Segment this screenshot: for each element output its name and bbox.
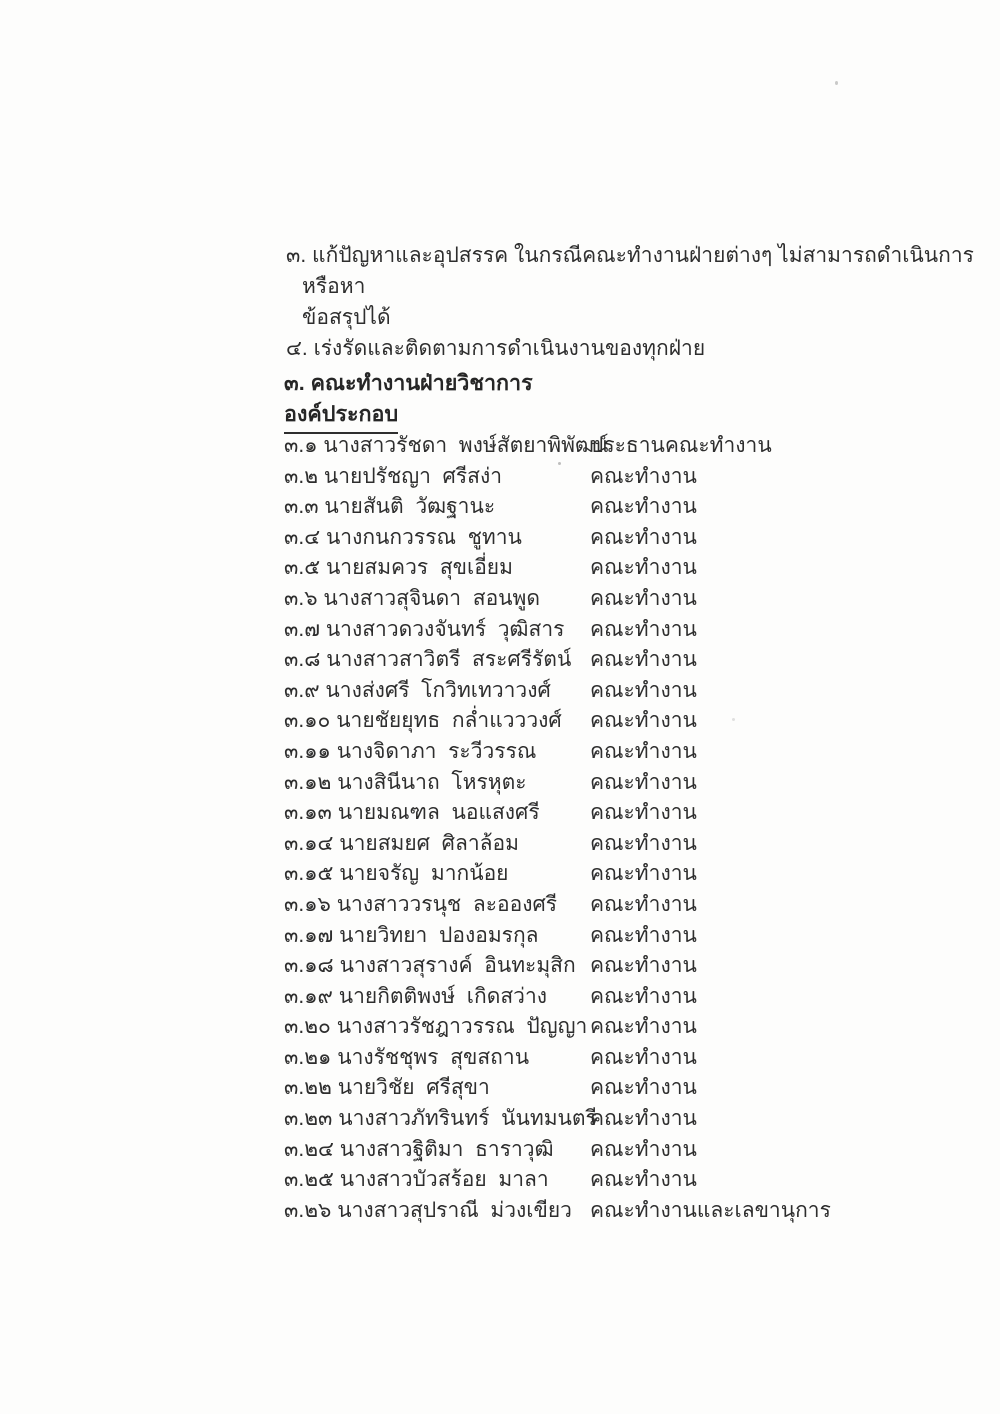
member-role: คณะทำงาน [590,923,697,947]
member-number-and-name [284,801,540,824]
member-row [284,1073,974,1104]
member-number-and-name [284,1168,549,1191]
member-name: นางกนกวรรณ ชูทาน [325,525,522,549]
member-number: ๓.๖ [284,586,318,610]
member-number-and-name [284,526,522,549]
member-role: คณะทำงาน [590,1168,697,1192]
member-role: คณะทำงาน [590,892,697,916]
member-number: ๓.๒๐ [284,1015,331,1039]
member-number: ๓.๑๐ [284,709,331,733]
member-number-and-name [284,495,495,518]
member-role: คณะทำงาน [590,495,697,519]
member-row [284,615,974,646]
member-number-and-name [284,679,551,702]
member-number: ๓.๙ [284,678,320,702]
member-name: นายสันติ วัฒฐานะ [324,495,496,519]
member-name: นายจรัญ มากน้อย [339,862,509,886]
members-list [284,431,974,1226]
member-number-and-name [284,618,564,641]
member-number-and-name [284,1107,597,1130]
intro-item-3-number: ๓. [286,244,307,267]
member-number-and-name [284,587,540,610]
member-role: คณะทำงาน [590,556,697,580]
member-row [284,584,974,615]
member-role: คณะทำงาน [590,984,697,1008]
member-number-and-name [284,465,502,488]
member-number-and-name [284,709,562,732]
member-row [284,921,974,952]
member-number: ๓.๒๓ [284,1107,333,1131]
member-row [284,492,974,523]
member-number: ๓.๒๕ [284,1168,334,1192]
member-number: ๓.๑ [284,434,318,457]
member-number: ๓.๒๒ [284,1076,332,1100]
member-row [284,1104,974,1135]
member-name: นางสาวดวงจันทร์ วุฒิสาร [325,617,565,641]
member-number-and-name [284,924,539,947]
member-number: ๓.๑๔ [284,831,334,855]
member-row [284,523,974,554]
section-heading: ๓. คณะทำงานฝ่ายวิชาการ [284,371,533,395]
member-row [284,1043,974,1074]
member-name: นายวิทยา ปองอมรกุล [339,923,539,947]
member-name: นางสาวภัทรินทร์ นันทมนตรี [338,1107,597,1131]
member-role: คณะทำงาน [590,1015,697,1039]
member-role: คณะทำงาน [590,586,697,610]
member-row [284,890,974,921]
member-number-and-name [284,1138,554,1161]
scan-speck [558,462,561,465]
member-role: คณะทำงาน [590,464,697,488]
member-number: ๓.๑๘ [284,954,334,978]
member-role: ประธานคณะทำงาน [590,434,772,457]
member-name: นายปรัชญา ศรีสง่า [323,464,503,488]
member-row [284,859,974,890]
member-name: นายสมยศ ศิลาล้อม [339,831,519,855]
intro-item-4-number: ๔. [286,337,308,360]
scan-speck [835,81,838,85]
member-role: คณะทำงาน [590,862,697,886]
intro-item-3-line2: ข้อสรุปได้ [302,306,391,329]
member-name: นางส่งศรี โกวิทเทวาวงศ์ [325,678,551,702]
member-row [284,706,974,737]
member-row [284,553,974,584]
member-role: คณะทำงาน [590,648,697,672]
member-name: นางสาวรัชฎาวรรณ ปัญญา [336,1015,588,1039]
member-name: นางสินีนาถ โหรหุตะ [337,770,527,794]
member-number: ๓.๒ [284,464,319,488]
member-number-and-name [284,740,536,763]
member-row [284,829,974,860]
member-name: นายวิชัย ศรีสุขา [337,1076,490,1100]
member-number: ๓.๑๒ [284,770,332,794]
member-name: นางสาวสุจินดา สอนพูด [323,586,541,610]
member-number-and-name [284,893,557,916]
member-role: คณะทำงาน [590,1076,697,1100]
member-number: ๓.๕ [284,556,321,580]
member-number: ๓.๗ [284,617,320,641]
intro-list [286,240,976,364]
member-number: ๓.๑๖ [284,892,331,916]
member-row [284,768,974,799]
member-number-and-name [284,954,576,977]
member-name: นางสาวรัชดา พงษ์สัตยาพิพัฒน์ [323,434,609,457]
member-number-and-name [284,985,547,1008]
member-name: นายกิตติพงษ์ เกิดสว่าง [338,984,547,1008]
member-role: คณะทำงาน [590,709,697,733]
member-name: นางสาวสุปราณี ม่วงเขียว [337,1198,572,1222]
member-number-and-name [284,832,519,855]
member-row [284,951,974,982]
member-number: ๓.๒๔ [284,1137,334,1161]
member-number: ๓.๑๓ [284,801,332,825]
member-row [284,798,974,829]
intro-item-3 [286,240,976,333]
member-number-and-name [284,434,608,457]
member-row [284,1196,974,1227]
member-number: ๓.๒๖ [284,1198,332,1222]
member-role: คณะทำงาน [590,617,697,641]
member-role: คณะทำงาน [590,1045,697,1069]
member-role: คณะทำงาน [590,831,697,855]
member-number-and-name [284,1015,587,1038]
intro-item-4 [286,333,976,364]
member-number: ๓.๓ [284,495,319,519]
member-row [284,645,974,676]
section-subheading: องค์ประกอบ [284,397,398,434]
member-row [284,462,974,493]
member-role: คณะทำงาน [590,801,697,825]
member-name: นางจิดาภา ระวีวรรณ [336,739,537,763]
member-number: ๓.๔ [284,525,321,549]
member-row [284,676,974,707]
member-number: ๓.๘ [284,648,321,672]
member-number: ๓.๑๗ [284,923,334,947]
member-name: นางรัชชุพร สุขสถาน [337,1045,530,1069]
member-name: นายสมควร สุขเอี่ยม [325,556,513,580]
scan-speck [732,718,735,721]
member-name: นายชัยยุทธ กล่ำแวววงศ์ [336,709,562,733]
member-number-and-name [284,556,513,579]
member-number-and-name [284,862,509,885]
member-row [284,1012,974,1043]
member-row [284,1135,974,1166]
member-role: คณะทำงาน [590,954,697,978]
member-row [284,737,974,768]
member-name: นางสาววรนุช ละอองศรี [336,892,558,916]
member-number-and-name [284,771,527,794]
member-number-and-name [284,1199,572,1222]
member-row [284,1165,974,1196]
member-role: คณะทำงานและเลขานุการ [590,1198,831,1222]
member-role: คณะทำงาน [590,1137,697,1161]
intro-item-3-line1: แก้ปัญหาและอุปสรรค ในกรณีคณะทำงานฝ่ายต่างๆ ไม่สามารถดำเนินการหรือหา [302,244,974,298]
member-name: นางสาวสุรางค์ อินทะมุสิก [339,954,576,978]
member-name: นางสาวบัวสร้อย มาลา [339,1168,549,1192]
member-number: ๓.๑๙ [284,984,333,1008]
member-number: ๓.๑๑ [284,739,331,763]
member-name: นายมณฑล นอแสงศรี [337,801,540,825]
member-number-and-name [284,648,571,671]
member-role: คณะทำงาน [590,770,697,794]
member-role: คณะทำงาน [590,1107,697,1131]
member-row [284,431,974,462]
member-name: นางสาวฐิติมา ธาราวุฒิ [339,1137,554,1161]
member-number-and-name [284,1076,490,1099]
member-role: คณะทำงาน [590,525,697,549]
member-name: นางสาวสาวิตรี สระศรีรัตน์ [326,648,572,672]
member-row [284,982,974,1013]
member-role: คณะทำงาน [590,678,697,702]
member-number: ๓.๑๕ [284,862,334,886]
member-role: คณะทำงาน [590,739,697,763]
intro-item-4-text: เร่งรัดและติดตามการดำเนินงานของทุกฝ่าย [313,337,706,360]
member-number-and-name [284,1046,529,1069]
member-number: ๓.๒๑ [284,1045,332,1069]
